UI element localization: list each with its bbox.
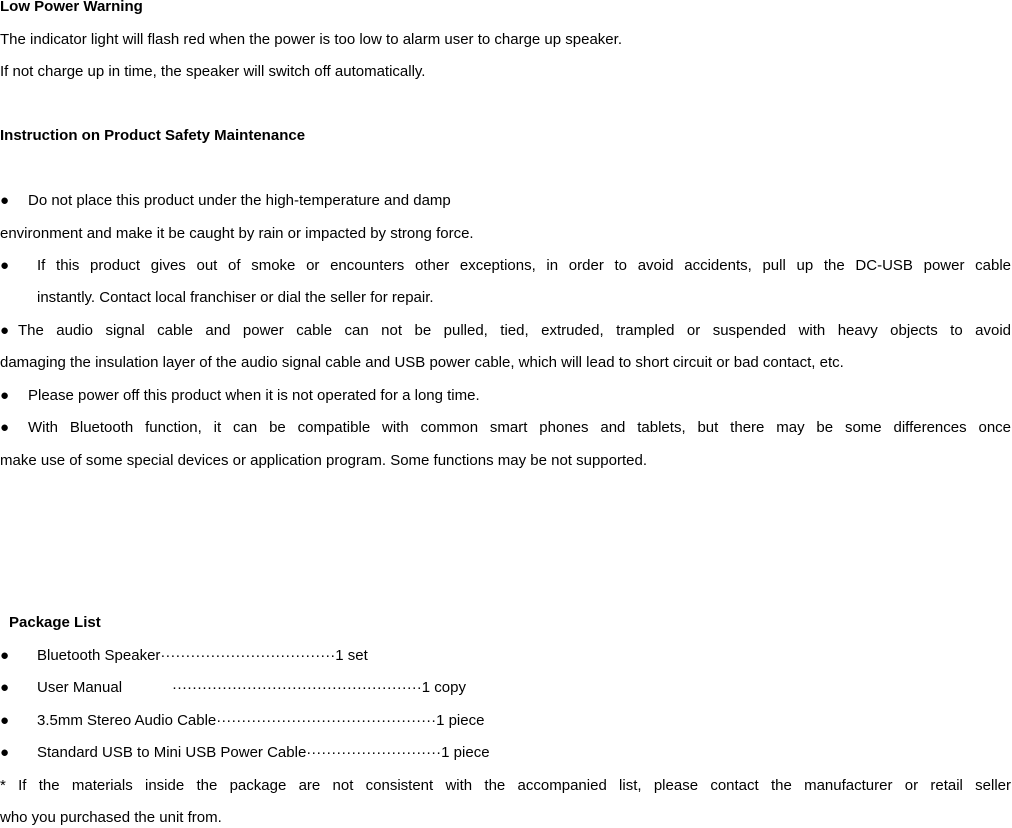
safety-item-3-line-1: The audio signal cable and power cable can not be pulled, tied, extruded, trampled or suspended with heavy objects to avoid xyxy=(18,322,1011,339)
package-item-name: 3.5mm Stereo Audio Cable xyxy=(37,712,217,729)
package-item-name: User Manual xyxy=(37,679,123,696)
package-note-line-2: who you purchased the unit from. xyxy=(0,809,222,826)
safety-item-2-line-2: instantly. Contact local franchiser or dial the seller for repair. xyxy=(37,289,434,306)
low-power-heading: Low Power Warning xyxy=(0,0,143,15)
package-item xyxy=(172,678,466,698)
leader-dots: ··························· xyxy=(306,744,442,761)
bullet-icon: ● xyxy=(0,647,10,664)
safety-heading: Instruction on Product Safety Maintenance xyxy=(0,127,306,144)
package-heading: Package List xyxy=(9,614,101,631)
bullet-icon: ● xyxy=(0,192,10,209)
leader-dots: ·················································· xyxy=(172,679,422,696)
package-item xyxy=(37,646,368,666)
leader-dots: ··································· xyxy=(160,647,336,664)
package-item-qty: 1 set xyxy=(335,647,368,664)
package-item xyxy=(37,743,490,763)
bullet-icon: ● xyxy=(0,744,10,761)
package-item-name: Standard USB to Mini USB Power Cable xyxy=(37,744,307,761)
bullet-icon: ● xyxy=(0,322,10,339)
safety-item-5-line-2: make use of some special devices or application program. Some functions may be not supported. xyxy=(0,452,648,469)
bullet-icon: ● xyxy=(0,387,10,404)
package-item-qty: 1 piece xyxy=(441,744,490,761)
low-power-text-1: The indicator light will flash red when the power is too low to alarm user to charge up speaker. xyxy=(0,31,622,48)
bullet-icon: ● xyxy=(0,419,10,436)
package-item-qty: 1 copy xyxy=(421,679,466,696)
safety-item-1-line-2: environment and make it be caught by rain or impacted by strong force. xyxy=(0,225,474,242)
bullet-icon: ● xyxy=(0,257,10,274)
package-item-qty: 1 piece xyxy=(436,712,485,729)
safety-item-1-line-1: Do not place this product under the high-temperature and damp xyxy=(28,192,451,209)
package-note-line-1: * If the materials inside the package are not consistent with the accompanied list, please contact the manufacturer or retail seller xyxy=(0,777,1011,794)
bullet-icon: ● xyxy=(0,712,10,729)
package-item-name: Bluetooth Speaker xyxy=(37,647,161,664)
bullet-icon: ● xyxy=(0,679,10,696)
safety-item-4: Please power off this product when it is not operated for a long time. xyxy=(28,387,480,404)
low-power-text-2: If not charge up in time, the speaker will switch off automatically. xyxy=(0,63,426,80)
safety-item-3-line-2: damaging the insulation layer of the audio signal cable and USB power cable, which will lead to short circuit or bad contact, etc. xyxy=(0,354,844,371)
leader-dots: ············································ xyxy=(216,712,437,729)
safety-item-2-line-1: If this product gives out of smoke or encounters other exceptions, in order to avoid accidents, pull up the DC-USB power cable xyxy=(37,257,1011,274)
safety-item-5-line-1: With Bluetooth function, it can be compatible with common smart phones and tablets, but there may be some differences once xyxy=(28,419,1011,436)
package-item xyxy=(37,711,484,731)
